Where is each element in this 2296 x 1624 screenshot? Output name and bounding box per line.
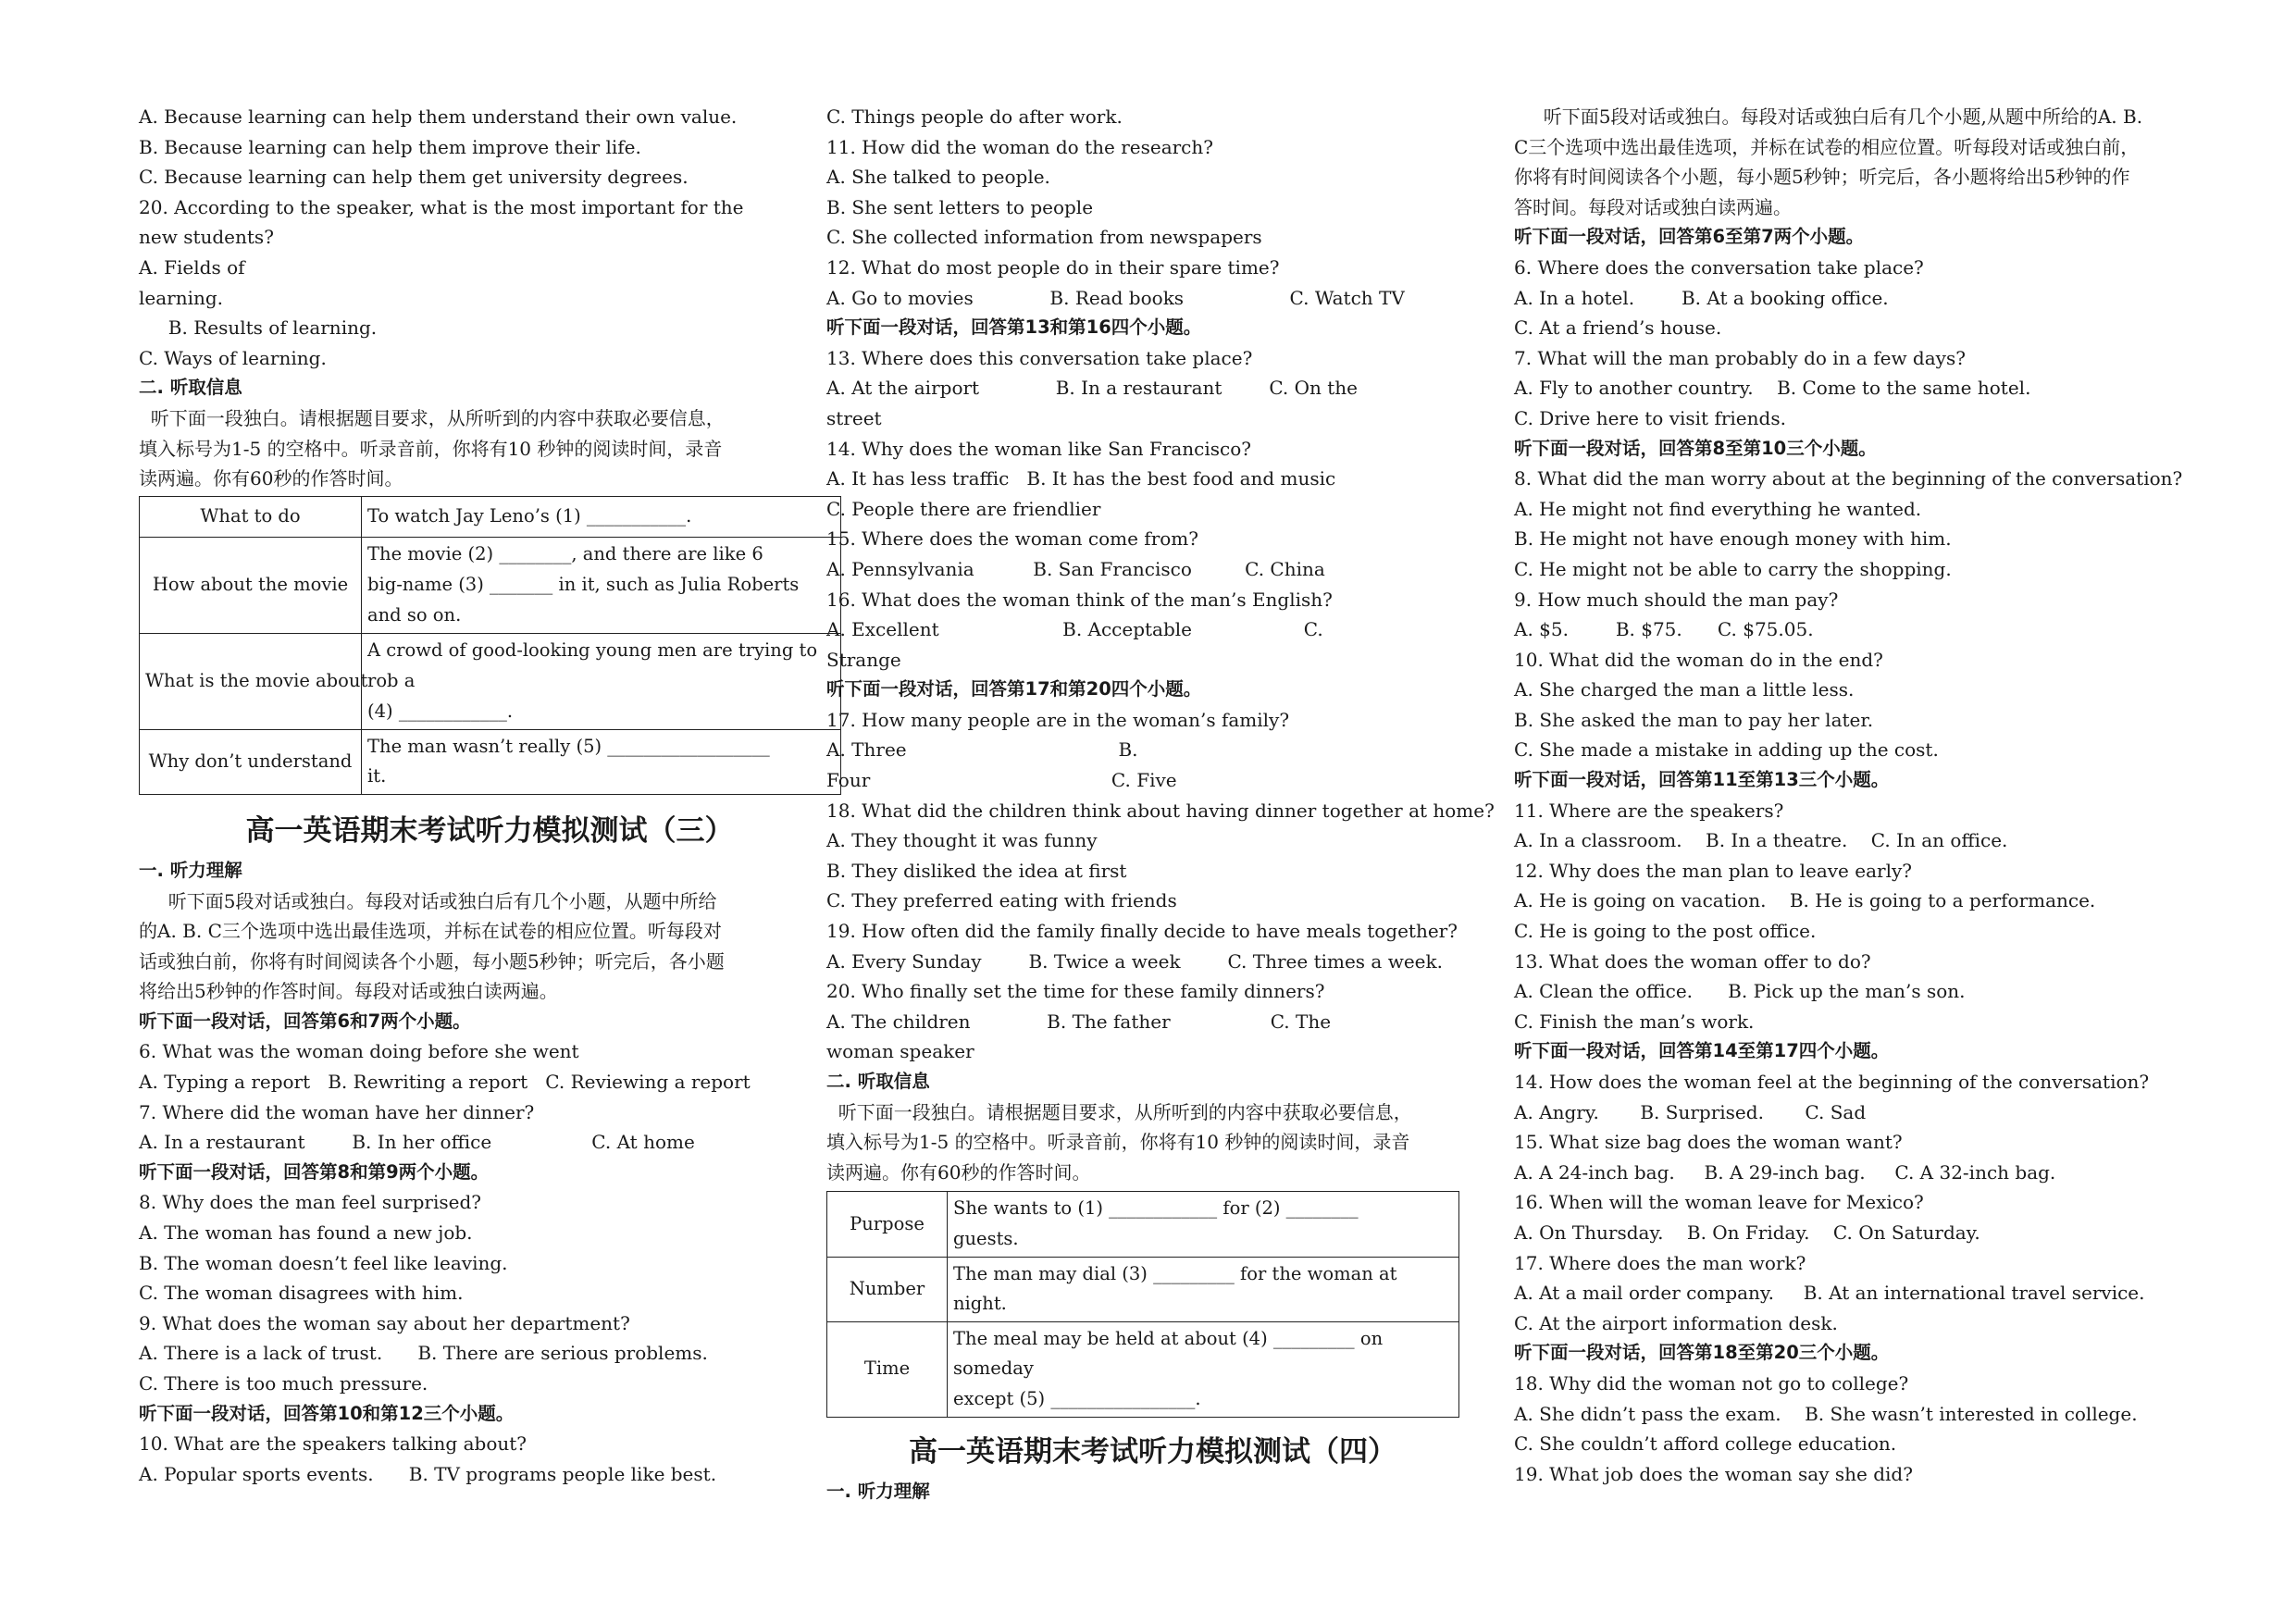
text-line: 15. Where does the woman come from? xyxy=(826,527,1198,551)
text-line: 12. Why does the man plan to leave early? xyxy=(1514,859,1912,882)
row-value: The movie (2) ________, and there are like 6 big-name (3) _______ in it, such as Julia Roberts and so on. xyxy=(362,537,841,633)
table-row xyxy=(140,633,841,729)
text-line: 20. According to the speaker, what is the most important for the xyxy=(139,195,744,218)
section-instructions xyxy=(139,403,791,494)
row-label: Purpose xyxy=(827,1192,948,1257)
text-line: C. He might not be able to carry the shopping. xyxy=(1514,557,1952,580)
text-line: A. The children B. The father C. The xyxy=(826,1010,1332,1033)
section-heading: 听下面一段对话，回答第8至第10三个小题。 xyxy=(1514,437,1877,459)
text-line: 14. Why does the woman like San Francisco? xyxy=(826,437,1251,460)
text-line: A. Typing a report B. Rewriting a report C. Reviewing a report xyxy=(139,1071,751,1094)
row-value: To watch Jay Leno’s (1) ___________. xyxy=(362,496,841,537)
text-line: A. At a mail order company. B. At an international travel service. xyxy=(1514,1282,2145,1305)
text-line: A. He is going on vacation. B. He is going to a performance. xyxy=(1514,889,2096,912)
text-line: B. They disliked the idea at first xyxy=(826,859,1127,882)
text-line: 你将有时间阅读各个小题，每小题5秒钟；听完后，各小题将给出5秒钟的作 xyxy=(1514,166,2130,189)
text-line: street xyxy=(826,406,882,429)
table-row xyxy=(140,537,841,633)
text-line: A. In a restaurant B. In her office C. At home xyxy=(139,1131,695,1154)
text-line: C. At the airport information desk. xyxy=(1514,1311,1838,1334)
text-line: A. Angry. B. Surprised. C. Sad xyxy=(1514,1100,1867,1123)
table-row xyxy=(827,1192,1459,1257)
text-line: A. It has less traffic B. It has the best food and music xyxy=(826,467,1336,490)
text-line: A. The woman has found a new job. xyxy=(139,1221,473,1245)
text-line: 7. Where did the woman have her dinner? xyxy=(139,1100,535,1123)
row-value: The meal may be held at about (4) _________ on someday except (5) ________________. xyxy=(948,1321,1459,1417)
section-heading: 听下面一段对话，回答第18至第20三个小题。 xyxy=(1514,1342,1890,1364)
text-line: 10. What did the woman do in the end? xyxy=(1514,648,1883,671)
text-line: A. In a hotel. B. At a booking office. xyxy=(1514,286,1889,309)
row-value: The man may dial (3) _________ for the woman at night. xyxy=(948,1257,1459,1321)
text-line: C. People there are friendlier xyxy=(826,497,1101,520)
text-line: 6. What was the woman doing before she went xyxy=(139,1040,579,1063)
text-line: Strange xyxy=(826,648,901,671)
text-line: A. He might not find everything he wanted. xyxy=(1514,497,1922,520)
text-line: 听下面一段独白。请根据题目要求，从所听到的内容中获取必要信息， xyxy=(139,406,725,429)
text-line: C. At a friend’s house. xyxy=(1514,316,1722,340)
section-heading: 听下面一段对话，回答第17和第20四个小题。 xyxy=(826,678,1202,700)
text-line: C. There is too much pressure. xyxy=(139,1372,428,1395)
test3-questions-continued xyxy=(826,102,1495,1187)
row-label: What is the movie about xyxy=(140,633,362,729)
section-heading: 二. 听取信息 xyxy=(826,1071,930,1092)
section-heading: 听下面一段对话，回答第10和第12三个小题。 xyxy=(139,1402,515,1424)
text-line: C. She made a mistake in adding up the cost. xyxy=(1514,738,1939,762)
text-line: woman speaker xyxy=(826,1040,974,1063)
text-line: 16. What does the woman think of the man’s English? xyxy=(826,588,1333,611)
text-line: A. She charged the man a little less. xyxy=(1514,678,1855,701)
text-line: A. A 24-inch bag. B. A 29-inch bag. C. A 32-inch bag. xyxy=(1514,1160,2056,1184)
row-value: A crowd of good-looking young men are trying to rob a (4) ____________. xyxy=(362,633,841,729)
section-heading: 听下面一段对话，回答第11至第13三个小题。 xyxy=(1514,769,1890,791)
column-middle xyxy=(826,102,1495,1506)
text-line: 8. What did the man worry about at the beginning of the conversation? xyxy=(1514,467,2183,490)
text-line: A. Clean the office. B. Pick up the man’s son. xyxy=(1514,980,1966,1003)
row-label: What to do xyxy=(140,496,362,537)
text-line: A. Fields of xyxy=(139,255,245,279)
section-heading: 听下面一段对话，回答第14至第17四个小题。 xyxy=(1514,1040,1890,1062)
text-line: 6. Where does the conversation take place? xyxy=(1514,255,1924,279)
text-line: C. He is going to the post office. xyxy=(1514,920,1817,943)
row-label: Why don’t understand xyxy=(140,729,362,794)
text-line: 17. How many people are in the woman’s family? xyxy=(826,708,1290,731)
text-line: 9. What does the woman say about her department? xyxy=(139,1311,630,1334)
row-label: Time xyxy=(827,1321,948,1417)
text-line: A. On Thursday. B. On Friday. C. On Saturday. xyxy=(1514,1221,1980,1244)
text-line: 18. Why did the woman not go to college? xyxy=(1514,1371,1909,1395)
text-line: 16. When will the woman leave for Mexico? xyxy=(1514,1191,1924,1214)
text-line: B. He might not have enough money with him. xyxy=(1514,527,1952,551)
text-line: 19. What job does the woman say she did? xyxy=(1514,1462,1913,1485)
table-row xyxy=(827,1257,1459,1321)
section-heading: 听下面一段对话，回答第13和第16四个小题。 xyxy=(826,316,1202,339)
text-line: 15. What size bag does the woman want? xyxy=(1514,1131,1903,1154)
fill-in-table-2 xyxy=(826,1191,1459,1417)
test-title-3: 高一英语期末考试听力模拟测试（三） xyxy=(245,813,734,848)
text-line: A. Fly to another country. B. Come to the same hotel. xyxy=(1514,377,2031,400)
row-label: Number xyxy=(827,1257,948,1321)
text-line: 10. What are the speakers talking about? xyxy=(139,1432,527,1456)
text-line: 11. Where are the speakers? xyxy=(1514,799,1784,822)
text-line: A. Three B. xyxy=(826,738,1138,762)
test3-questions xyxy=(139,856,791,1489)
text-line: C. Because learning can help them get university degrees. xyxy=(139,166,689,189)
text-line: A. Pennsylvania B. San Francisco C. China xyxy=(826,557,1325,580)
text-line: 将给出5秒钟的作答时间。每段对话或独白读两遍。 xyxy=(139,980,558,1003)
text-line: 18. What did the children think about having dinner together at home? xyxy=(826,799,1495,822)
text-line: A. Go to movies B. Read books C. Watch TV xyxy=(826,286,1405,309)
section-heading: 听下面一段对话，回答第8和第9两个小题。 xyxy=(139,1160,490,1183)
text-line: 13. Where does this conversation take place? xyxy=(826,346,1253,369)
question-block-19-20 xyxy=(139,102,791,373)
text-line: B. She asked the man to pay her later. xyxy=(1514,708,1874,731)
text-line: 听下面5段对话或独白。每段对话或独白后有几个小题,从题中所给的A. B. xyxy=(1514,105,2143,128)
section-heading: 一. 听力理解 xyxy=(139,859,242,881)
table-row xyxy=(140,496,841,537)
test4-questions xyxy=(1514,102,2217,1489)
text-line: A. There is a lack of trust. B. There are serious problems. xyxy=(139,1342,708,1365)
text-line: B. Results of learning. xyxy=(139,316,378,340)
text-line: C三个选项中选出最佳选项，并标在试卷的相应位置。听每段对话或独白前， xyxy=(1514,135,2140,158)
text-line: B. Because learning can help them improve their life. xyxy=(139,135,641,158)
text-line: 读两遍。你有60秒的作答时间。 xyxy=(139,467,403,490)
text-line: new students? xyxy=(139,226,274,249)
table-row xyxy=(827,1321,1459,1417)
text-line: 9. How much should the man pay? xyxy=(1514,588,1839,611)
text-line: C. Ways of learning. xyxy=(139,346,327,369)
text-line: A. In a classroom. B. In a theatre. C. In an office. xyxy=(1514,829,2008,852)
text-line: 的A. B. C三个选项中选出最佳选项，并标在试卷的相应位置。听每段对 xyxy=(139,920,722,943)
text-line: 14. How does the woman feel at the beginning of the conversation? xyxy=(1514,1071,2150,1093)
text-line: A. $5. B. $75. C. $75.05. xyxy=(1514,618,1814,641)
text-line: 11. How did the woman do the research? xyxy=(826,135,1213,158)
section-heading-listening-comprehension: 一. 听力理解 xyxy=(826,1480,930,1502)
row-value: She wants to (1) ____________ for (2) ________ guests. xyxy=(948,1192,1459,1257)
text-line: 听下面5段对话或独白。每段对话或独白后有几个小题，从题中所给 xyxy=(139,889,717,912)
text-line: 填入标号为1-5 的空格中。听录音前，你将有10 秒钟的阅读时间，录音 xyxy=(139,437,723,460)
text-line: B. She sent letters to people xyxy=(826,195,1094,218)
test-title-4: 高一英语期末考试听力模拟测试（四） xyxy=(909,1434,1396,1469)
text-line: A. Popular sports events. B. TV programs people like best. xyxy=(139,1462,717,1485)
text-line: A. She talked to people. xyxy=(826,166,1050,189)
table-row xyxy=(140,729,841,794)
text-line: A. She didn’t pass the exam. B. She wasn’t interested in college. xyxy=(1514,1402,2138,1425)
text-line: 19. How often did the family finally decide to have meals together? xyxy=(826,920,1458,943)
text-line: C. Finish the man’s work. xyxy=(1514,1010,1755,1033)
row-label: How about the movie xyxy=(140,537,362,633)
text-line: 20. Who finally set the time for these family dinners? xyxy=(826,980,1325,1003)
text-line: learning. xyxy=(139,286,224,309)
text-line: C. They preferred eating with friends xyxy=(826,889,1177,912)
text-line: A. At the airport B. In a restaurant C. On the xyxy=(826,377,1359,400)
text-line: C. Drive here to visit friends. xyxy=(1514,406,1786,429)
text-line: C. She collected information from newspapers xyxy=(826,226,1262,249)
column-right xyxy=(1514,102,2217,1489)
text-line: 12. What do most people do in their spare time? xyxy=(826,255,1280,279)
text-line: A. Because learning can help them understand their own value. xyxy=(139,105,738,128)
text-line: B. The woman doesn’t feel like leaving. xyxy=(139,1251,508,1274)
text-line: 填入标号为1-5 的空格中。听录音前，你将有10 秒钟的阅读时间，录音 xyxy=(826,1131,1410,1154)
section-heading: 听下面一段对话，回答第6至第7两个小题。 xyxy=(1514,226,1865,248)
text-line: 话或独白前，你将有时间阅读各个小题，每小题5秒钟；听完后，各小题 xyxy=(139,949,725,973)
text-line: 17. Where does the man work? xyxy=(1514,1251,1806,1274)
text-line: 读两遍。你有60秒的作答时间。 xyxy=(826,1160,1091,1184)
column-left xyxy=(139,102,818,1489)
text-line: A. Every Sunday B. Twice a week C. Three times a week. xyxy=(826,949,1443,973)
fill-in-table-1 xyxy=(139,496,841,795)
text-line: 听下面一段独白。请根据题目要求，从所听到的内容中获取必要信息， xyxy=(826,1100,1412,1123)
text-line: A. Excellent B. Acceptable C. xyxy=(826,618,1323,641)
text-line: 7. What will the man probably do in a few days? xyxy=(1514,346,1966,369)
text-line: C. She couldn’t afford college education. xyxy=(1514,1432,1897,1456)
text-line: C. The woman disagrees with him. xyxy=(139,1282,464,1305)
section-heading-listening-info: 二. 听取信息 xyxy=(139,377,242,399)
row-value: The man wasn’t really (5) __________________ it. xyxy=(362,729,841,794)
section-heading: 听下面一段对话，回答第6和7两个小题。 xyxy=(139,1010,471,1032)
text-line: C. Things people do after work. xyxy=(826,105,1123,128)
text-line: 答时间。每段对话或独白读两遍。 xyxy=(1514,195,1792,218)
text-line: A. They thought it was funny xyxy=(826,829,1098,852)
text-line: 13. What does the woman offer to do? xyxy=(1514,949,1871,973)
text-line: Four C. Five xyxy=(826,769,1177,792)
text-line: 8. Why does the man feel surprised? xyxy=(139,1191,481,1214)
